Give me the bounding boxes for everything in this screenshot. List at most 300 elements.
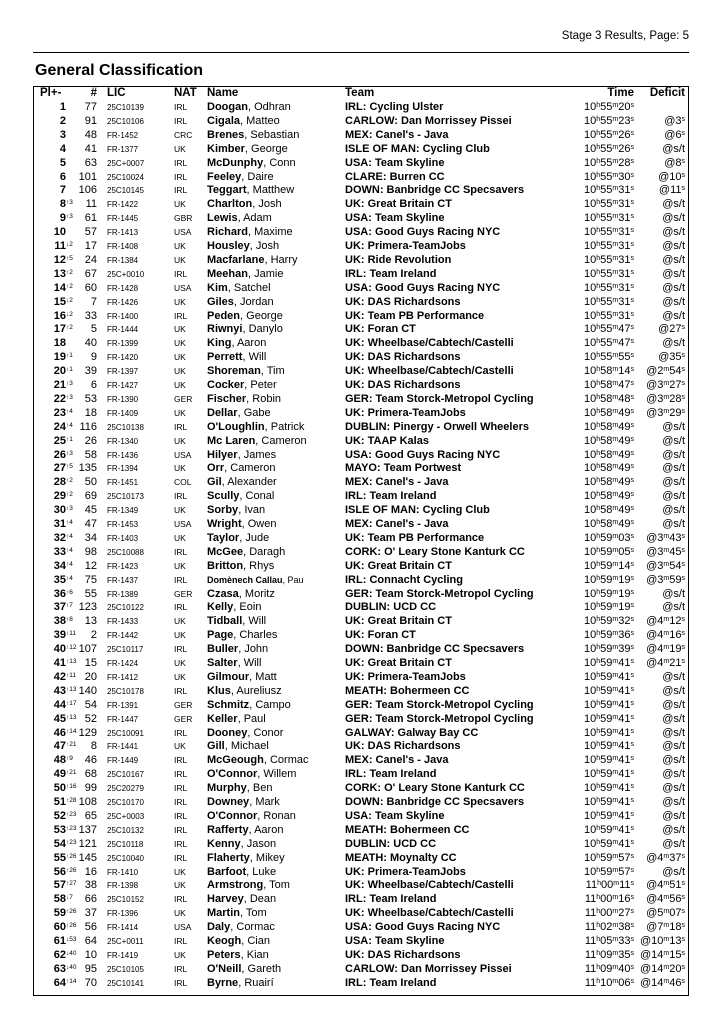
rider-first-name: Aureliusz xyxy=(236,684,282,697)
nationality-cell: IRL xyxy=(174,491,188,502)
bib-number-cell: 57 xyxy=(84,226,97,239)
team-cell: IRL: Team Ireland xyxy=(345,267,437,280)
rider-first-name: Patrick xyxy=(270,420,305,433)
rider-name-cell: Feeley, Daire xyxy=(207,170,274,183)
position-change: ↑7 xyxy=(66,602,73,610)
deficit-cell: @s/t xyxy=(662,712,685,725)
licence-cell: 25C10105 xyxy=(107,964,144,974)
rider-first-name: Mark xyxy=(255,796,280,808)
rider-first-name: Danylo xyxy=(248,323,283,336)
rider-name-cell: McDunphy, Conn xyxy=(207,156,296,169)
deficit-cell: @11$^s$ xyxy=(658,184,685,197)
position-change: ↑2 xyxy=(66,477,73,485)
deficit-cell: @s/t xyxy=(662,504,685,517)
rider-surname: Mc Laren xyxy=(207,434,256,447)
rider-surname: Armstrong xyxy=(207,879,264,892)
nationality-cell: IRL xyxy=(174,977,188,988)
deficit-cell: @3$^s$ xyxy=(664,114,685,127)
nationality-cell: UK xyxy=(174,241,186,251)
rider-name-cell: Kenny, Jason xyxy=(207,837,277,850)
rider-first-name: Charles xyxy=(239,629,278,642)
position-change: ↑4 xyxy=(66,574,73,582)
team-cell: UK: Great Britain CT xyxy=(345,657,452,669)
rider-first-name: George xyxy=(251,142,288,155)
bib-number-cell: 41 xyxy=(84,142,97,155)
licence-cell: FR-1453 xyxy=(107,520,139,529)
rider-surname: Wright xyxy=(207,518,242,530)
licence-cell: 25C10118 xyxy=(107,839,144,849)
time-cell: 10$^h$58$^m$14$^s$ xyxy=(584,365,634,378)
nationality-cell: IRL xyxy=(174,185,188,196)
licence-cell: 25C10040 xyxy=(107,853,144,863)
nationality-cell: IRL xyxy=(174,546,188,557)
rider-first-name: Aaron xyxy=(236,337,267,350)
nationality-cell: UK xyxy=(174,949,186,960)
place-cell: 45 xyxy=(53,712,66,725)
team-cell: UK: Primera-TeamJobs xyxy=(345,865,466,878)
licence-cell: FR-1377 xyxy=(107,144,139,154)
position-change: ↑4 xyxy=(66,546,73,554)
place-cell: 64 xyxy=(53,976,66,989)
rider-name-cell: Orr, Cameron xyxy=(207,462,276,475)
team-cell: USA: Good Guys Racing NYC xyxy=(345,448,501,461)
position-change: ↓2 xyxy=(66,296,73,304)
time-cell: 10$^h$58$^m$49$^s$ xyxy=(584,518,634,530)
position-change: ↑21 xyxy=(66,769,77,777)
place-cell: 1 xyxy=(59,101,66,113)
nationality-cell: UK xyxy=(174,880,186,891)
team-cell: UK: DAS Richardsons xyxy=(345,740,461,753)
time-cell: 11$^h$10$^m$06$^s$ xyxy=(584,976,634,989)
rider-first-name: Conor xyxy=(253,726,284,739)
time-cell: 10$^h$55$^m$23$^s$ xyxy=(584,114,634,127)
time-cell: 10$^h$55$^m$31$^s$ xyxy=(584,267,634,280)
rider-name-cell: Buller, John xyxy=(207,643,269,656)
table-row xyxy=(34,768,688,782)
rider-surname: Meehan xyxy=(207,267,248,280)
rider-surname: Sorby xyxy=(207,504,239,517)
rider-first-name: Michael xyxy=(230,740,269,753)
licence-cell: FR-1403 xyxy=(107,533,139,543)
bib-number-cell: 13 xyxy=(84,615,97,628)
rider-name-cell: Macfarlane, Harry xyxy=(207,253,298,266)
bib-number-cell: 108 xyxy=(78,796,97,808)
page-header: Stage 3 Results, Page: 5 xyxy=(561,30,689,42)
position-change: ↑4 xyxy=(66,560,73,568)
bib-number-cell: 145 xyxy=(78,851,97,864)
rider-first-name: Luke xyxy=(252,865,277,878)
licence-cell: FR-1410 xyxy=(107,867,139,877)
licence-cell: FR-1445 xyxy=(107,214,139,224)
table-row xyxy=(34,560,688,574)
licence-cell: FR-1449 xyxy=(107,756,139,766)
rider-first-name: Campo xyxy=(255,698,291,711)
rider-first-name: Conn xyxy=(269,156,296,169)
place-cell: 50 xyxy=(53,782,66,795)
rider-first-name: Adam xyxy=(243,212,272,225)
table-row xyxy=(34,588,688,602)
rider-surname: Taylor xyxy=(207,531,240,544)
deficit-cell: @s/t xyxy=(662,726,685,739)
deficit-cell: @3$^m$45$^s$ xyxy=(646,545,685,558)
deficit-cell: @s/t xyxy=(662,295,685,308)
time-cell: 11$^h$02$^m$38$^s$ xyxy=(584,921,634,934)
rider-name-cell: Perrett, Will xyxy=(207,351,267,364)
place-cell: 29 xyxy=(53,490,66,503)
nationality-cell: UK xyxy=(174,199,186,210)
nationality-cell: UK xyxy=(174,435,186,446)
table-row xyxy=(34,393,688,407)
team-cell: UK: TAAP Kalas xyxy=(345,434,429,447)
rider-surname: Kenny xyxy=(207,837,241,850)
table-row xyxy=(34,435,688,449)
table-row xyxy=(34,574,688,588)
deficit-cell: @s/t xyxy=(662,253,685,266)
deficit-cell: @s/t xyxy=(662,823,685,836)
rider-first-name: Cian xyxy=(247,935,270,947)
position-change: ↑3 xyxy=(66,505,73,513)
rider-surname: Cigala xyxy=(207,114,241,127)
rider-name-cell: O'Connor, Ronan xyxy=(207,809,296,822)
place-cell: 57 xyxy=(53,879,66,892)
position-change: ↑3 xyxy=(66,449,73,457)
deficit-cell: @5$^m$07$^s$ xyxy=(646,907,685,920)
licence-cell: FR-1398 xyxy=(107,881,139,891)
rider-surname: Orr xyxy=(207,462,225,475)
team-cell: ISLE OF MAN: Cycling Club xyxy=(345,142,490,155)
rider-name-cell: O'Connor, Willem xyxy=(207,768,297,781)
table-row xyxy=(34,171,688,185)
nationality-cell: IRL xyxy=(174,644,188,655)
rider-first-name: Josh xyxy=(258,198,282,211)
deficit-cell: @35$^s$ xyxy=(658,351,685,364)
rider-name-cell: Teggart, Matthew xyxy=(207,184,295,197)
team-cell: IRL: Team Ireland xyxy=(345,976,437,989)
position-change: ↑23 xyxy=(66,838,77,846)
team-cell: UK: Great Britain CT xyxy=(345,559,452,572)
table-row xyxy=(34,198,688,212)
deficit-cell: @8$^s$ xyxy=(664,156,685,169)
team-cell: MEATH: Moynalty CC xyxy=(345,851,457,864)
place-cell: 44 xyxy=(53,698,66,711)
table-row xyxy=(34,184,688,198)
table-row xyxy=(34,685,688,699)
table-row xyxy=(34,699,688,713)
rider-name-cell: Flaherty, Mikey xyxy=(207,851,285,864)
bib-number-cell: 5 xyxy=(90,323,97,336)
position-change: ↑5 xyxy=(66,463,73,471)
position-change: ↑1 xyxy=(66,352,73,360)
position-change: ↑17 xyxy=(66,699,77,707)
bib-number-cell: 68 xyxy=(84,768,97,781)
time-cell: 11$^h$00$^m$27$^s$ xyxy=(584,907,634,920)
rider-surname: Dellar xyxy=(207,406,238,419)
table-row xyxy=(34,323,688,337)
deficit-cell: @s/t xyxy=(662,309,685,322)
position-change: ↑4 xyxy=(66,519,73,526)
table-row xyxy=(34,601,688,615)
deficit-cell: @s/t xyxy=(662,518,685,530)
bib-number-cell: 107 xyxy=(78,643,97,656)
licence-cell: 25C10138 xyxy=(107,422,144,432)
bib-number-cell: 123 xyxy=(78,601,97,614)
table-row xyxy=(34,935,688,949)
licence-cell: FR-1441 xyxy=(107,742,139,752)
rider-first-name: Jordan xyxy=(240,295,274,308)
time-cell: 10$^h$59$^m$41$^s$ xyxy=(584,768,634,781)
table-row xyxy=(34,462,688,476)
place-cell: 47 xyxy=(53,740,66,753)
table-row xyxy=(34,782,688,796)
bib-number-cell: 2 xyxy=(90,629,97,642)
nationality-cell: IRL xyxy=(174,310,188,321)
rider-first-name: Cameron xyxy=(230,462,276,475)
table-row xyxy=(34,157,688,171)
rider-name-cell: Salter, Will xyxy=(207,657,262,669)
team-cell: MEATH: Bohermeen CC xyxy=(345,823,470,836)
time-cell: 10$^h$59$^m$41$^s$ xyxy=(584,670,634,683)
rider-name-cell: McGee, Daragh xyxy=(207,545,286,558)
rider-first-name: Peter xyxy=(250,379,277,391)
nationality-cell: IRL xyxy=(174,755,188,766)
nationality-cell: GER xyxy=(174,699,193,710)
team-cell: UK: Primera-TeamJobs xyxy=(345,406,466,419)
licence-cell: 25C10132 xyxy=(107,825,144,835)
nationality-cell: UK xyxy=(174,143,186,154)
table-row xyxy=(34,532,688,546)
nationality-cell: UK xyxy=(174,324,186,335)
team-cell: DOWN: Banbridge CC Specsavers xyxy=(345,184,525,197)
rider-name-cell: Richard, Maxime xyxy=(207,226,293,239)
table-row xyxy=(34,490,688,504)
bib-number-cell: 65 xyxy=(84,809,97,822)
time-cell: 10$^h$59$^m$03$^s$ xyxy=(584,531,634,544)
bib-number-cell: 6 xyxy=(90,379,97,391)
rider-first-name: Daire xyxy=(247,170,274,183)
position-change: ↑2 xyxy=(66,491,73,499)
rider-name-cell: Harvey, Dean xyxy=(207,893,277,906)
time-cell: 10$^h$55$^m$47$^s$ xyxy=(584,323,634,336)
rider-first-name: Moritz xyxy=(244,587,275,600)
col-header-time: Time xyxy=(607,87,634,99)
team-cell: GALWAY: Galway Bay CC xyxy=(345,726,479,739)
bib-number-cell: 66 xyxy=(84,893,97,906)
deficit-cell: @s/t xyxy=(662,434,685,447)
nationality-cell: UK xyxy=(174,630,186,641)
rider-surname: King xyxy=(207,337,232,350)
rider-name-cell: Martin, Tom xyxy=(207,907,267,920)
bib-number-cell: 106 xyxy=(78,184,97,197)
nationality-cell: IRL xyxy=(174,171,188,182)
rider-surname: Scully xyxy=(207,490,240,503)
rider-surname: Schmitz xyxy=(207,698,250,711)
table-row xyxy=(34,727,688,741)
team-cell: UK: DAS Richardsons xyxy=(345,351,461,364)
rider-first-name: Willem xyxy=(263,768,297,781)
position-change: ↑23 xyxy=(66,810,77,818)
team-cell: CORK: O' Leary Stone Kanturk CC xyxy=(345,782,525,795)
place-cell: 15 xyxy=(53,295,66,308)
rider-surname: Rafferty xyxy=(207,823,249,836)
col-header-lic: LIC xyxy=(107,87,126,99)
bib-number-cell: 98 xyxy=(84,545,97,558)
bib-number-cell: 9 xyxy=(90,351,97,364)
rider-surname: Keller xyxy=(207,712,238,725)
time-cell: 10$^h$55$^m$31$^s$ xyxy=(584,295,634,308)
time-cell: 10$^h$59$^m$41$^s$ xyxy=(584,796,634,808)
time-cell: 10$^h$55$^m$31$^s$ xyxy=(584,240,634,252)
nationality-cell: UK xyxy=(174,407,186,418)
time-cell: 10$^h$59$^m$41$^s$ xyxy=(584,684,634,697)
rider-surname: Macfarlane xyxy=(207,253,265,266)
rider-name-cell: Gill, Michael xyxy=(207,740,269,753)
position-change: ↑26 xyxy=(66,922,77,930)
rider-surname: Doogan xyxy=(207,101,248,113)
rider-surname: Dooney xyxy=(207,726,248,739)
rider-first-name: Jason xyxy=(246,837,277,850)
time-cell: 10$^h$59$^m$05$^s$ xyxy=(584,545,634,558)
rider-first-name: Sebastian xyxy=(250,128,300,141)
position-change: ↑13 xyxy=(66,685,77,693)
table-row xyxy=(34,296,688,310)
rider-name-cell: Meehan, Jamie xyxy=(207,267,284,280)
team-cell: UK: DAS Richardsons xyxy=(345,379,461,391)
rider-surname: Keogh xyxy=(207,935,242,947)
time-cell: 10$^h$58$^m$49$^s$ xyxy=(584,420,634,433)
licence-cell: FR-1424 xyxy=(107,659,139,668)
bib-number-cell: 38 xyxy=(84,879,97,892)
deficit-cell: @s/t xyxy=(662,684,685,697)
team-cell: DUBLIN: UCD CC xyxy=(345,601,437,614)
table-row xyxy=(34,337,688,351)
place-cell: 32 xyxy=(53,531,66,544)
rider-first-name: Odhran xyxy=(254,101,291,113)
time-cell: 10$^h$59$^m$57$^s$ xyxy=(584,851,634,864)
bib-number-cell: 37 xyxy=(84,907,97,920)
deficit-cell: @s/t xyxy=(662,212,685,225)
bib-number-cell: 40 xyxy=(84,337,97,350)
rider-name-cell: Housley, Josh xyxy=(207,240,280,252)
rider-first-name: Alexander xyxy=(227,476,277,489)
position-change: ↓7 xyxy=(66,894,73,902)
licence-cell: FR-1420 xyxy=(107,353,139,363)
time-cell: 11$^h$00$^m$16$^s$ xyxy=(584,893,634,906)
table-row xyxy=(34,212,688,226)
deficit-cell: @4$^m$12$^s$ xyxy=(646,615,685,628)
rider-first-name: Josh xyxy=(255,240,280,252)
position-change: ↑3 xyxy=(66,393,73,401)
rider-name-cell: Kim, Satchel xyxy=(207,281,271,294)
time-cell: 11$^h$09$^m$40$^s$ xyxy=(584,962,634,975)
rider-first-name: George xyxy=(246,309,283,322)
nationality-cell: IRL xyxy=(174,157,188,168)
table-row xyxy=(34,268,688,282)
rider-first-name: Paul xyxy=(243,712,266,725)
rider-name-cell: Gilmour, Matt xyxy=(207,670,277,683)
nationality-cell: UK xyxy=(174,532,186,543)
deficit-cell: @s/t xyxy=(662,142,685,155)
time-cell: 10$^h$59$^m$36$^s$ xyxy=(584,629,634,642)
time-cell: 10$^h$55$^m$55$^s$ xyxy=(584,351,634,364)
rider-first-name: Conal xyxy=(245,490,275,503)
rider-surname: Perrett xyxy=(207,351,243,364)
position-change: ↑27 xyxy=(66,880,77,888)
rider-name-cell: Czasa, Moritz xyxy=(207,587,275,600)
rider-first-name: Will xyxy=(248,615,267,628)
time-cell: 10$^h$55$^m$47$^s$ xyxy=(584,337,634,350)
nationality-cell: IRL xyxy=(174,797,188,807)
table-row xyxy=(34,838,688,852)
deficit-cell: @3$^m$59$^s$ xyxy=(646,573,685,586)
nationality-cell: GER xyxy=(174,588,193,599)
rider-name-cell: Brenes, Sebastian xyxy=(207,128,300,141)
rider-first-name: Tim xyxy=(266,365,285,378)
deficit-cell: @s/t xyxy=(662,698,685,711)
nationality-cell: IRL xyxy=(174,824,188,835)
rider-name-cell: Lewis, Adam xyxy=(207,212,272,225)
nationality-cell: UK xyxy=(174,671,186,682)
rider-name-cell: Klus, Aureliusz xyxy=(207,684,282,697)
nationality-cell: IRL xyxy=(174,602,188,613)
licence-cell: 25C10091 xyxy=(107,728,144,738)
table-row xyxy=(34,282,688,296)
rider-surname: McGee xyxy=(207,545,244,558)
place-cell: 34 xyxy=(53,559,66,572)
place-cell: 16 xyxy=(53,309,66,322)
table-row xyxy=(34,740,688,754)
deficit-cell: @4$^m$51$^s$ xyxy=(646,879,685,892)
deficit-cell: @s/t xyxy=(662,420,685,433)
position-change: ↑4 xyxy=(66,407,73,415)
place-cell: 14 xyxy=(53,281,66,294)
team-cell: GER: Team Storck-Metropol Cycling xyxy=(345,712,534,725)
position-change: ↑1 xyxy=(66,435,73,443)
rider-surname: Cocker xyxy=(207,379,245,391)
deficit-cell: @s/t xyxy=(662,476,685,489)
position-change: ↑14 xyxy=(66,977,77,985)
team-cell: IRL: Connacht Cycling xyxy=(345,573,463,586)
rider-surname: Kelly xyxy=(207,601,234,614)
bib-number-cell: 16 xyxy=(84,865,97,878)
rider-surname: Charlton xyxy=(207,198,253,211)
nationality-cell: GER xyxy=(174,713,193,724)
licence-cell: FR-1400 xyxy=(107,311,139,321)
deficit-cell: @s/t xyxy=(662,768,685,781)
place-cell: 53 xyxy=(53,823,66,836)
rider-first-name: Matteo xyxy=(246,114,280,127)
time-cell: 10$^h$59$^m$19$^s$ xyxy=(584,587,634,600)
table-row xyxy=(34,310,688,324)
licence-cell: FR-1426 xyxy=(107,297,139,307)
nationality-cell: UK xyxy=(174,866,186,877)
team-cell: MEX: Canel's - Java xyxy=(345,128,449,141)
licence-cell: 25C10167 xyxy=(107,770,144,780)
bib-number-cell: 91 xyxy=(84,114,97,127)
nationality-cell: UK xyxy=(174,380,186,390)
col-header-number: # xyxy=(90,87,97,99)
position-change: ↑4 xyxy=(66,421,73,429)
bib-number-cell: 64 xyxy=(84,935,97,947)
rider-surname: Page xyxy=(207,629,234,642)
position-change: ↑2 xyxy=(66,268,73,276)
deficit-cell: @14$^m$46$^s$ xyxy=(640,976,685,989)
team-cell: USA: Team Skyline xyxy=(345,809,445,822)
rider-name-cell: Armstrong, Tom xyxy=(207,879,290,892)
nationality-cell: USA xyxy=(174,227,192,238)
rider-first-name: Aaron xyxy=(254,823,284,836)
place-cell: 41 xyxy=(53,657,66,669)
licence-cell: FR-1408 xyxy=(107,242,139,251)
